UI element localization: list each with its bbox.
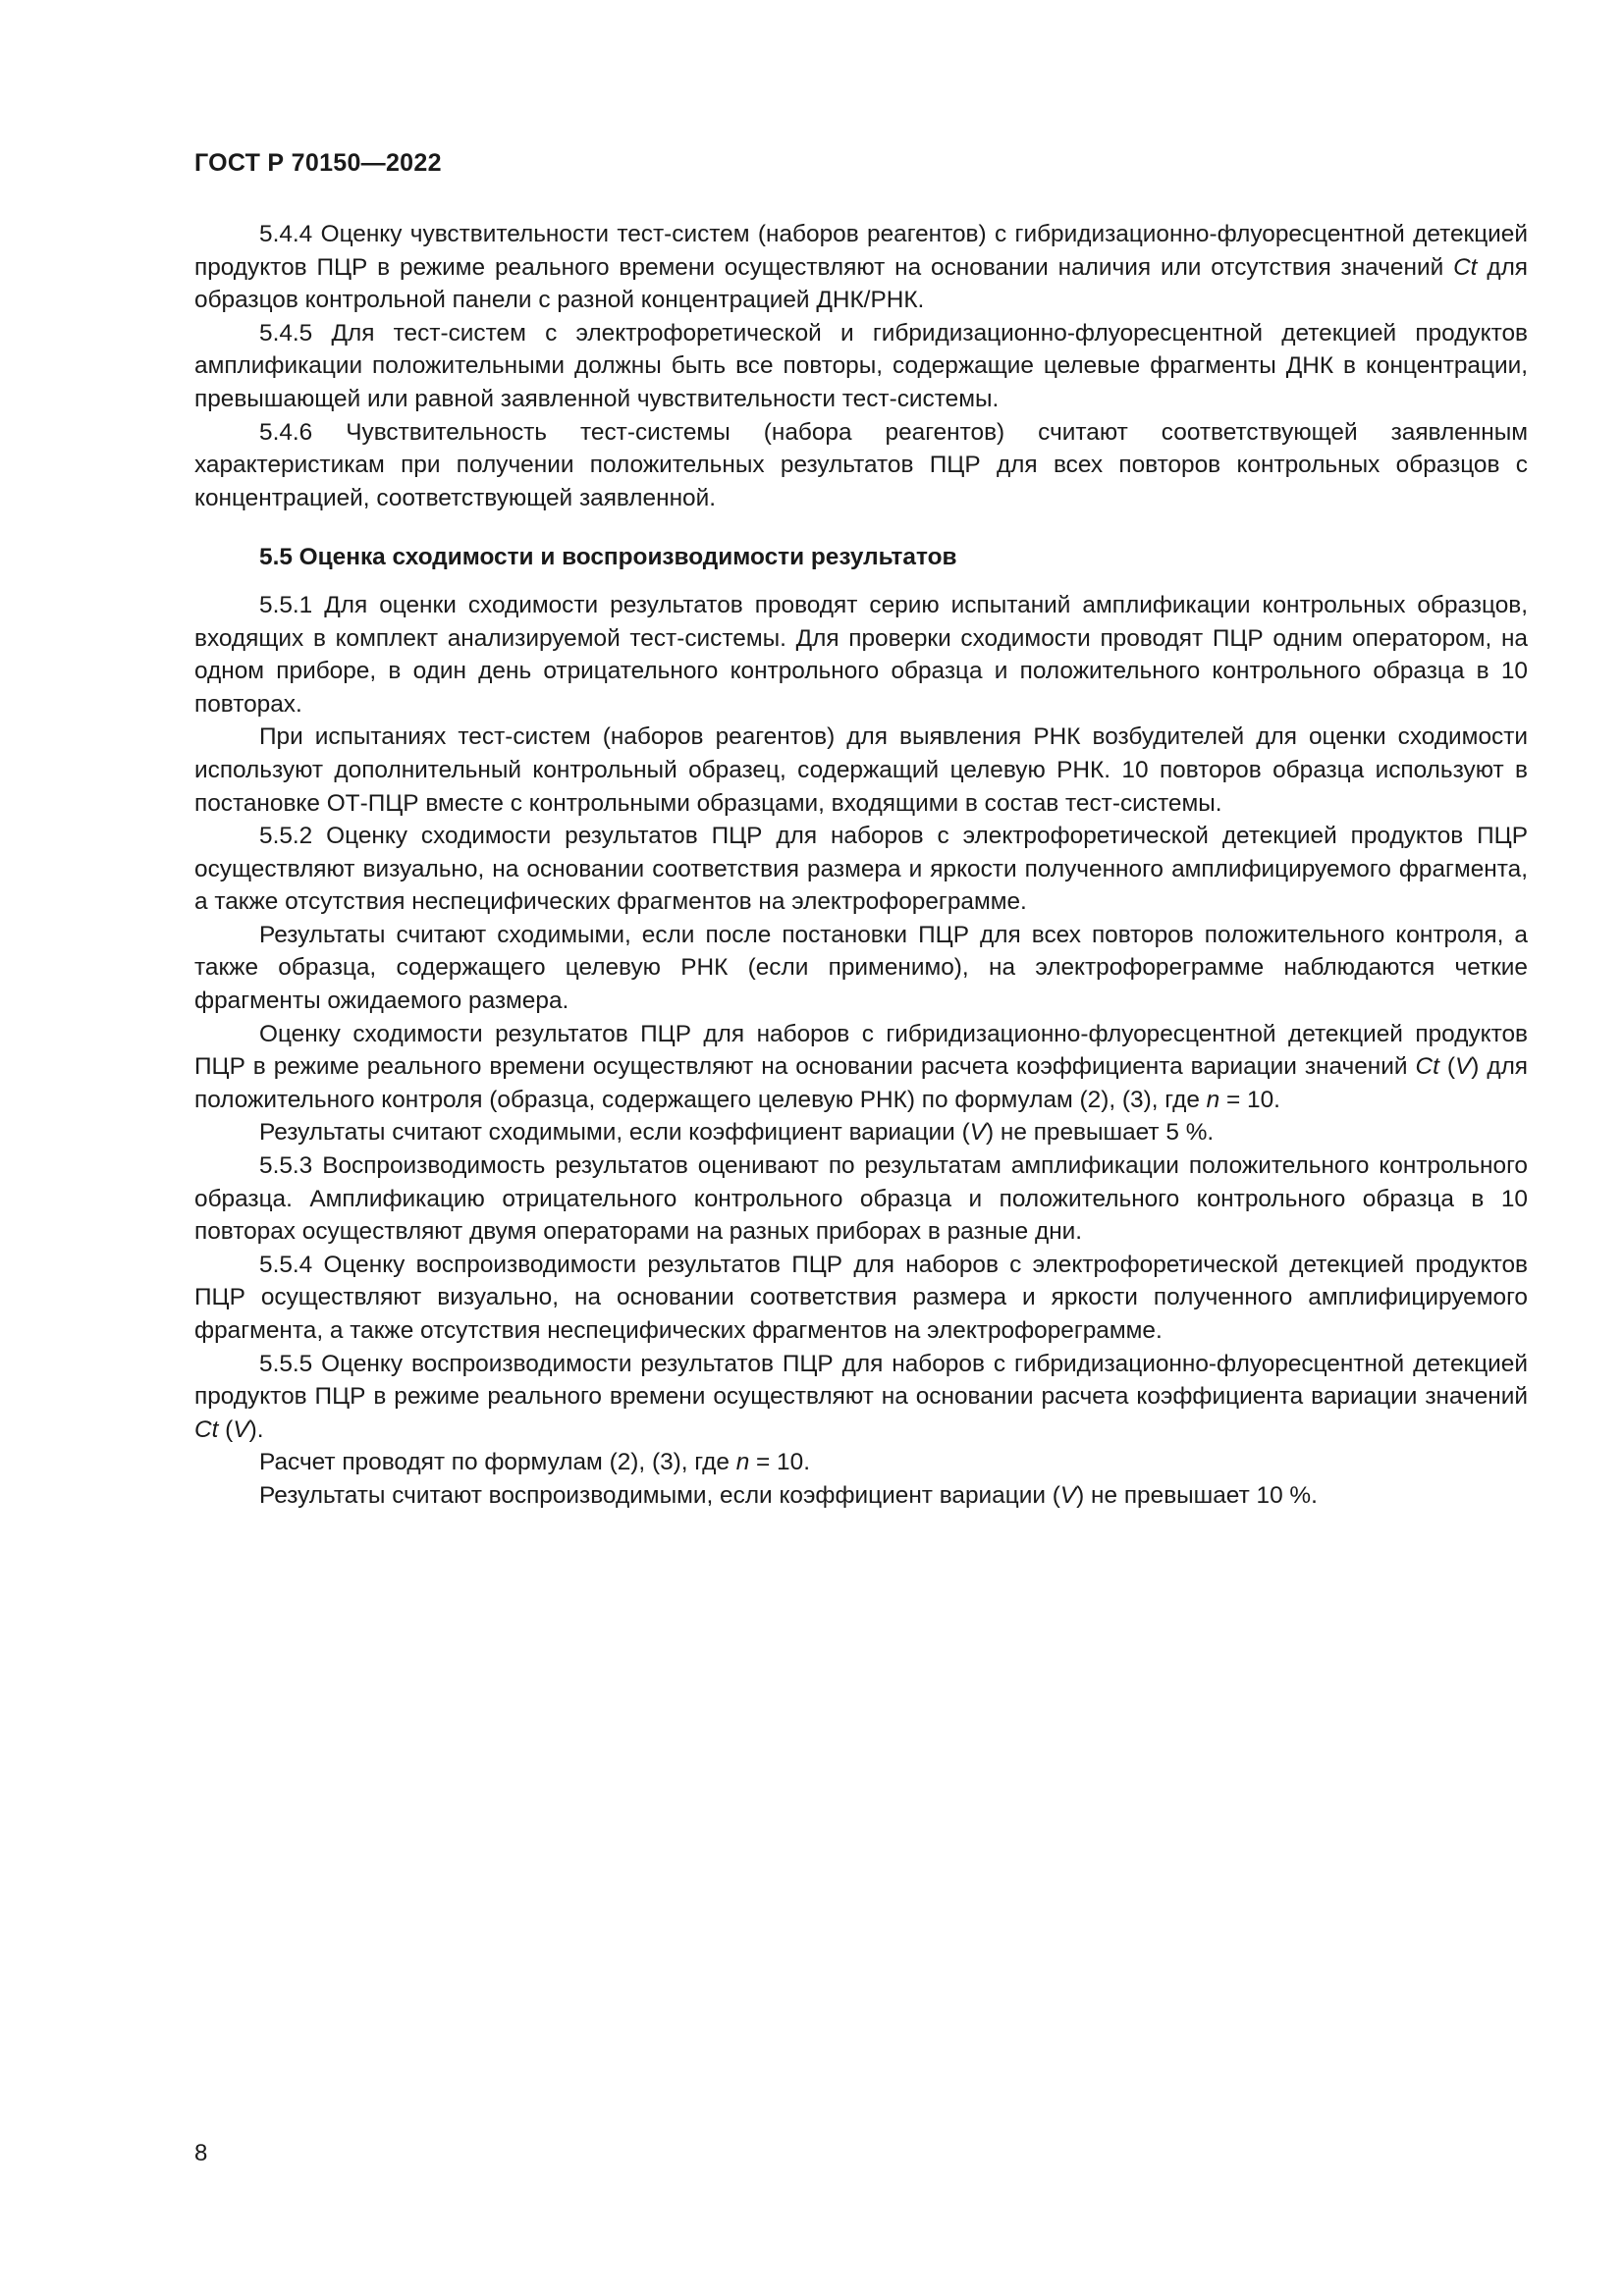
paragraph-5-5-5: [194, 1348, 1528, 1447]
n-symbol: n: [735, 1449, 750, 1476]
paragraph-5-4-6: 5.4.6 Чувствительность тест-системы (набора реагентов) считают соответствующей заявленным характеристикам при получении положительных результатов ПЦР для всех повторов контрольных образцов с концентрацией, соответствующей заявленной.: [194, 418, 1528, 511]
paragraph-5-5-1: 5.5.1 Для оценки сходимости результатов проводят серию испытаний амплификации контрольных образцов, входящих в комплект анализируемой тест-системы. Для проверки сходимости проводят ПЦР одним оператором, на одном приборе, в один день отрицательного контрольного образца и положительного контрольного образца в 10 повторах.: [194, 591, 1528, 718]
text-run: = 10.: [749, 1449, 810, 1476]
page-number: 8: [194, 2140, 208, 2166]
document-body: [194, 218, 1528, 1513]
text-run: для образцов контрольной панели с разной концентрацией ДНК/РНК.: [194, 253, 1529, 314]
ct-symbol: Ct: [1415, 1053, 1439, 1081]
v-symbol: V: [1059, 1481, 1077, 1509]
paragraph-5-5-1-rna: При испытаниях тест-систем (наборов реагентов) для выявления РНК возбудителей для оценки сходимости используют дополнительный контрольный образец, содержащий целевую РНК. 10 повторов образца используют в постановке ОТ-ПЦР вместе с контрольными образцами, входящими в состав тест-системы.: [194, 723, 1528, 817]
text-run: Оценку сходимости результатов ПЦР для наборов с гибридизационно-флуоресцентной детекцией продуктов ПЦР в режиме реального времени осуществляют на основании расчета коэффициента вариации значений: [194, 1020, 1528, 1081]
page-header: ГОСТ Р 70150—2022: [194, 149, 442, 177]
text-run: ) не превышает 10 %.: [1076, 1481, 1318, 1509]
paragraph-5-5-5-calc: [194, 1446, 1528, 1479]
paragraph-5-4-4: [194, 218, 1528, 317]
paragraph-5-5-4: 5.5.4 Оценку воспроизводимости результатов ПЦР для наборов с электрофоретической детекцией продуктов ПЦР осуществляют визуально, на основании соответствия размера и яркости полученного амплифицируемого фрагмента, а также отсутствия неспецифических фрагментов на электрофореграмме.: [194, 1251, 1528, 1344]
text-run: 5.4.4 Оценку чувствительности тест-систем (наборов реагентов) с гибридизационно-флуоресцентной детекцией продуктов ПЦР в режиме реального времени осуществляют на основании наличия или отсутствия значений: [194, 221, 1528, 281]
v-symbol: V: [233, 1415, 249, 1443]
v-symbol: V: [1454, 1053, 1472, 1081]
v-symbol: V: [969, 1119, 986, 1147]
text-run: Результаты считают сходимыми, если коэффициент вариации (: [259, 1119, 970, 1147]
n-symbol: n: [1206, 1086, 1220, 1113]
text-run: ).: [248, 1415, 264, 1443]
paragraph-5-4-5: 5.4.5 Для тест-систем с электрофоретической и гибридизационно-флуоресцентной детекцией продуктов амплификации положительными должны быть все повторы, содержащие целевые фрагменты ДНК в концентрации, превышающей или равной заявленной чувствительности тест-системы.: [194, 319, 1528, 412]
paragraph-5-5-5-v: [194, 1479, 1528, 1513]
text-run: ) для положительного контроля (образца, содержащего целевую РНК) по формулам (2), (3), где: [194, 1053, 1529, 1113]
ct-symbol: Ct: [194, 1415, 219, 1443]
text-run: (: [1438, 1053, 1455, 1081]
text-run: ) не превышает 5 %.: [985, 1119, 1215, 1147]
section-heading-5-5: 5.5 Оценка сходимости и воспроизводимости результатов: [259, 544, 957, 571]
paragraph-5-5-2: 5.5.2 Оценку сходимости результатов ПЦР для наборов с электрофоретической детекцией продуктов ПЦР осуществляют визуально, на основании соответствия размера и яркости полученного амплифицируемого фрагмента, а также отсутствия неспецифических фрагментов на электрофореграмме.: [194, 823, 1528, 916]
text-run: Расчет проводят по формулам (2), (3), где: [259, 1449, 736, 1476]
paragraph-5-5-3: 5.5.3 Воспроизводимость результатов оценивают по результатам амплификации положительного контрольного образца. Амплификацию отрицательного контрольного образца и положительного контрольного образца в 10 повторах осуществляют двумя операторами на разных приборах в разные дни.: [194, 1152, 1528, 1246]
text-run: 5.5.5 Оценку воспроизводимости результатов ПЦР для наборов с гибридизационно-флуоресцентной детекцией продуктов ПЦР в режиме реального времени осуществляют на основании расчета коэффициента вариации значений: [194, 1350, 1528, 1411]
text-run: = 10.: [1219, 1086, 1280, 1113]
paragraph-5-5-2-result: Результаты считают сходимыми, если после постановки ПЦР для всех повторов положительного контроля, а также образца, содержащего целевую РНК (если применимо), на электрофореграмме наблюдаются четкие фрагменты ожидаемого размера.: [194, 921, 1528, 1015]
ct-symbol: Ct: [1453, 253, 1478, 281]
paragraph-5-5-2-v: [194, 1116, 1528, 1149]
paragraph-5-5-2-hybrid: [194, 1018, 1528, 1117]
text-run: Результаты считают воспроизводимыми, если коэффициент вариации (: [259, 1481, 1060, 1509]
text-run: (: [218, 1415, 234, 1443]
